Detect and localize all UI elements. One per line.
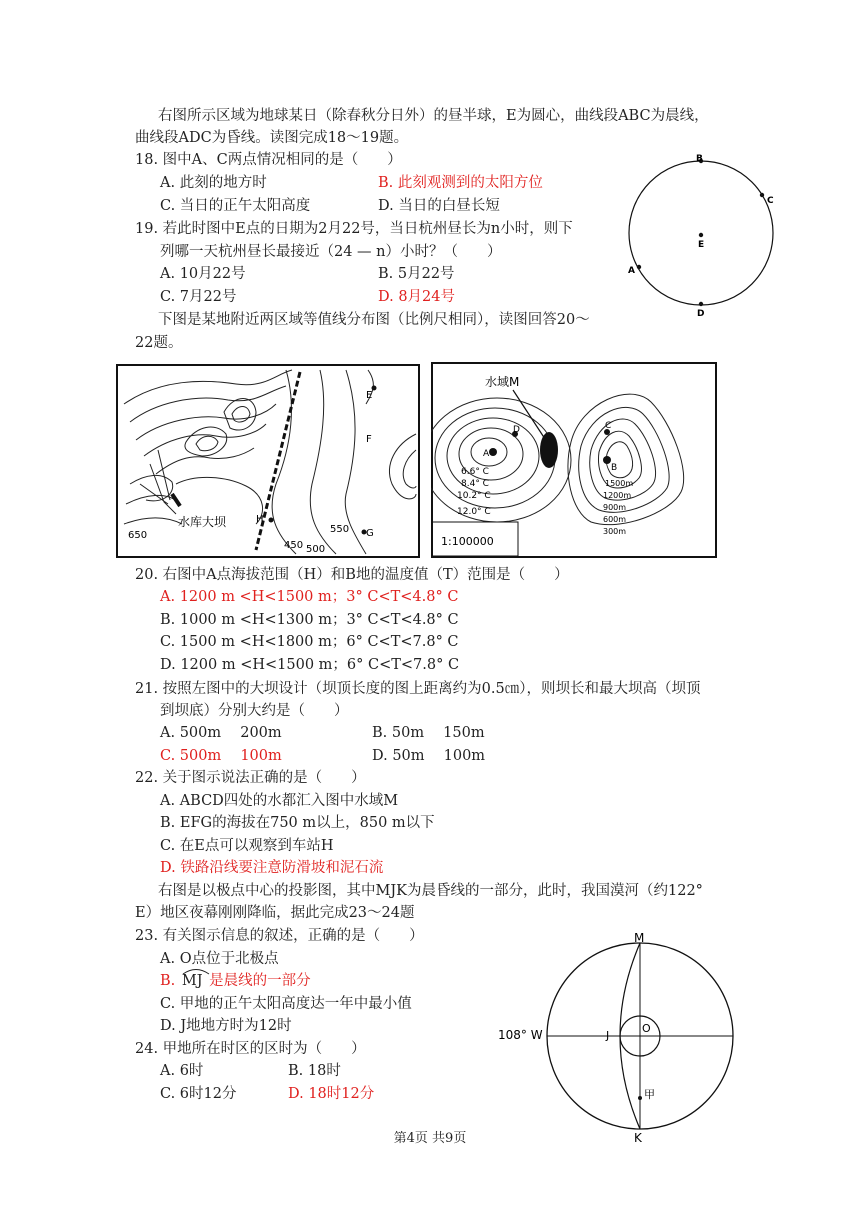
elev-1200: 1200m [603,491,632,500]
water-body-m [540,432,558,468]
q22-stem: 22. 关于图示说法正确的是（ ） [135,770,366,786]
q24-stem: 24. 甲地所在时区的区时为（ ） [135,1041,366,1057]
q21-option-b: B. 50m 150m [372,725,485,741]
elev-300: 300m [603,527,627,536]
q18-option-a: A. 此刻的地方时 [160,175,267,191]
q19-option-d: D. 8月24号 [378,289,456,305]
elev-1500: 1500m [605,479,634,488]
polar-projection-diagram [490,930,740,1145]
q21-option-c: C. 500m 100m [160,748,282,764]
intro1-line1: 右图所示区域为地球某日（除春秋分日外）的昼半球，E为圆心，曲线段ABC为晨线， [158,108,709,124]
right-contour-map [431,362,717,558]
temp-10-2: 10.2° C [457,491,491,501]
q20-option-a: A. 1200 m <H<1500 m；3° C<T<4.8° C [160,589,459,605]
q20-option-b: B. 1000 m <H<1300 m；3° C<T<4.8° C [160,612,459,628]
q21-stem-2: 到坝底）分别大约是（ ） [160,703,349,719]
q18-option-c: C. 当日的正午太阳高度 [160,198,311,214]
label-c: C [605,421,612,431]
label-e: E [698,240,705,250]
label-d: D [697,309,705,319]
q23-option-b [160,971,311,991]
page-footer: 第4页 共9页 [393,1131,467,1146]
q23-option-a: A. O点位于北极点 [160,951,279,967]
q22-option-d: D. 铁路沿线要注意防滑坡和泥石流 [160,860,384,876]
map-label-e: E [366,390,373,401]
intro1-line2: 曲线段ADC为昏线。读图完成18～19题。 [135,130,409,146]
label-d: D [513,425,520,435]
temp-6-6: 6.6° C [461,467,489,477]
map-label-h: H [256,514,264,525]
point-b-dot [603,456,611,464]
map-label-f: F [366,434,372,445]
map-label-450: 450 [284,540,304,551]
q23-option-d: D. J地地方时为12时 [160,1018,292,1034]
day-hemisphere-diagram [620,150,790,320]
label-a: A [483,449,490,459]
q22-option-a: A. ABCD四处的水都汇入图中水域M [160,793,399,809]
label-jia: 甲 [644,1088,655,1101]
q20-stem: 20. 右图中A点海拔范围（H）和B地的温度值（T）范围是（ ） [135,567,569,583]
q24-option-d: D. 18时12分 [288,1086,375,1102]
label-m: M [634,931,645,945]
map-label-650: 650 [128,530,148,541]
intro2-line1: 下图是某地附近两区域等值线分布图（比例尺相同），读图回答20～ [158,312,590,328]
q24-option-a: A. 6时 [160,1063,204,1079]
q21-option-a: A. 500m 200m [160,725,282,741]
point-c-dot [760,193,764,197]
intro2-line2: 22题。 [135,335,183,351]
q18-option-b: B. 此刻观测到的太阳方位 [378,175,543,191]
q23-stem: 23. 有关图示信息的叙述，正确的是（ ） [135,928,424,944]
q23-b-rest: 是晨线的一部分 [209,973,311,989]
q23-b-arc: MJ [182,971,203,991]
q18-option-d: D. 当日的白昼长短 [378,198,500,214]
point-e-dot [699,233,703,237]
point-h-dot [269,518,274,523]
label-j: J [606,1029,610,1042]
q19-option-b: B. 5月22号 [378,266,455,282]
q20-option-c: C. 1500 m <H<1800 m；6° C<T<7.8° C [160,634,459,650]
intro3-line1: 右图是以极点中心的投影图，其中MJK为晨昏线的一部分，此时，我国漠河（约122° [158,883,703,899]
label-k: K [634,1131,642,1145]
left-contour-map [116,364,420,558]
temp-8-4: 8.4° C [461,479,489,489]
q18-stem: 18. 图中A、C两点情况相同的是（ ） [135,152,402,168]
map-label-g: G [366,528,374,539]
map-label-dam: 水库大坝 [178,515,227,529]
temp-12-0: 12.0° C [457,507,491,517]
point-jia-dot [638,1096,642,1100]
label-water-m: 水域M [485,375,520,389]
q20-option-d: D. 1200 m <H<1500 m；6° C<T<7.8° C [160,657,460,673]
label-b: B [696,154,703,164]
label-108w: 108° W [498,1028,543,1042]
elev-600: 600m [603,515,627,524]
q23-option-c: C. 甲地的正午太阳高度达一年中最小值 [160,996,412,1012]
q21-option-d: D. 50m 100m [372,748,486,764]
label-o: O [642,1022,651,1035]
elev-900: 900m [603,503,627,512]
label-c: C [767,196,774,206]
q24-option-b: B. 18时 [288,1063,341,1079]
point-a-dot [489,448,497,456]
scale-label: 1:100000 [441,535,494,548]
q19-option-c: C. 7月22号 [160,289,237,305]
label-b: B [611,463,618,473]
map-label-550: 550 [330,524,350,535]
q23-b-prefix: B. [160,973,176,989]
q21-stem-1: 21. 按照左图中的大坝设计（坝顶长度的图上距离约为0.5㎝），则坝长和最大坝高（坝顶 [135,681,701,697]
label-a: A [628,266,635,276]
intro3-line2: E）地区夜幕刚刚降临，据此完成23～24题 [135,905,415,921]
point-a-dot [637,265,641,269]
point-d-dot [699,302,703,306]
q24-option-c: C. 6时12分 [160,1086,237,1102]
map-label-500: 500 [306,544,326,555]
q22-option-b: B. EFG的海拔在750 m以上，850 m以下 [160,815,435,831]
q19-option-a: A. 10月22号 [160,266,246,282]
q19-stem-1: 19. 若此时图中E点的日期为2月22号，当日杭州昼长为n小时，则下 [135,221,573,237]
q22-option-c: C. 在E点可以观察到车站H [160,838,334,854]
q19-stem-2: 列哪一天杭州昼长最接近（24 — n）小时？（ ） [160,244,502,260]
